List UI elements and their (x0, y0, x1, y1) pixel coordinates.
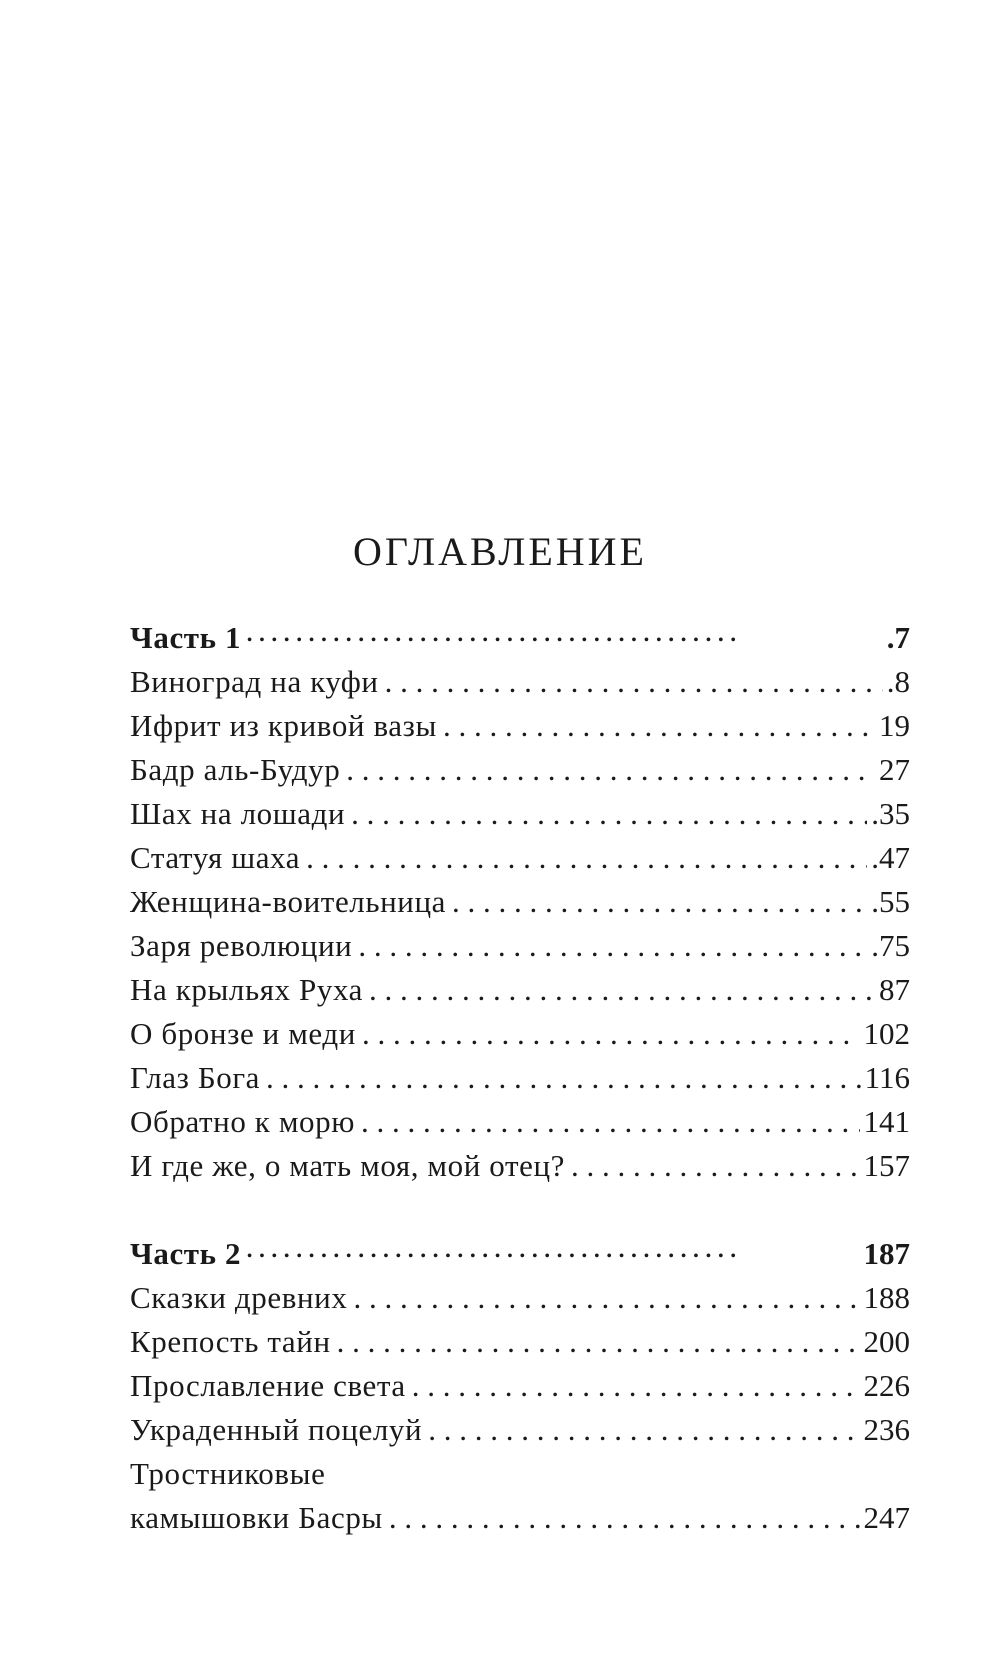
toc-page-number: 27 (879, 752, 910, 787)
toc-entry-label: Женщина-воительница (130, 884, 447, 919)
leader-dots (346, 748, 875, 792)
toc-page-number: 157 (863, 1148, 910, 1183)
toc-part-2[interactable] (130, 1232, 910, 1276)
toc-entry[interactable] (130, 748, 910, 792)
toc-entry[interactable] (130, 1056, 910, 1100)
leader-dots (247, 616, 883, 663)
toc-page-number: .75 (871, 928, 910, 963)
toc-page-number: 87 (879, 972, 910, 1007)
toc-entry-label: Украденный поцелуй (130, 1412, 423, 1447)
toc-part-label: Часть 1 (130, 620, 242, 655)
leader-dots (389, 1496, 860, 1540)
toc-entry-label: Заря революции (130, 928, 353, 963)
toc-entry[interactable] (130, 660, 910, 704)
toc-entry-label: На крыльях Руха (130, 972, 363, 1007)
leader-dots (351, 792, 867, 836)
toc-part-label: Часть 2 (130, 1236, 242, 1271)
toc-entry-label: И где же, о мать моя, мой отец? (130, 1148, 565, 1183)
toc-page-number: 19 (879, 708, 910, 743)
section-spacer (130, 1188, 910, 1232)
toc-part-1[interactable] (130, 616, 910, 660)
toc-page-number: .8 (886, 664, 910, 699)
toc-page-number: 116 (864, 1060, 910, 1095)
toc-entry-label: Шах на лошади (130, 796, 346, 831)
leader-dots (266, 1056, 861, 1100)
toc-entry-label: Крепость тайн (130, 1324, 331, 1359)
leader-dots (353, 1276, 859, 1320)
leader-dots (337, 1320, 860, 1364)
toc-title: ОГЛАВЛЕНИЕ (353, 529, 647, 574)
toc-entry-label: Тростниковые (130, 1456, 326, 1491)
leader-dots (361, 1100, 860, 1144)
toc-page-number: .35 (871, 796, 910, 831)
toc-entry-label: Ифрит из кривой вазы (130, 708, 437, 743)
toc-entry-label: Статуя шаха (130, 840, 301, 875)
toc-page-number: 141 (863, 1104, 910, 1139)
toc-entry[interactable] (130, 1012, 910, 1056)
toc-page-number: 247 (863, 1500, 910, 1535)
toc-entry-label: О бронзе и меди (130, 1016, 356, 1051)
toc-entry-label: Прославление света (130, 1368, 406, 1403)
leader-dots (369, 968, 875, 1012)
toc-entry[interactable] (130, 792, 910, 836)
leader-dots (452, 880, 867, 924)
table-of-contents (130, 616, 910, 1540)
leader-dots (412, 1364, 860, 1408)
toc-entry[interactable] (130, 1364, 910, 1408)
toc-entry-line1[interactable] (130, 1452, 910, 1496)
toc-entry[interactable] (130, 1320, 910, 1364)
leader-dots (247, 1232, 859, 1279)
toc-entry[interactable] (130, 1100, 910, 1144)
toc-page-number: .55 (871, 884, 910, 919)
toc-entry[interactable] (130, 836, 910, 880)
toc-entry-label: Глаз Бога (130, 1060, 260, 1095)
toc-page-number: 102 (863, 1016, 910, 1051)
toc-entry-label: камышовки Басры (130, 1500, 383, 1535)
toc-page-number: .7 (886, 620, 910, 655)
toc-entry-line2[interactable] (130, 1496, 910, 1540)
leader-dots (385, 660, 883, 704)
toc-entry-label: Бадр аль-Будур (130, 752, 341, 787)
toc-entry[interactable] (130, 924, 910, 968)
leader-dots (362, 1012, 860, 1056)
toc-page-number: 200 (863, 1324, 910, 1359)
toc-entry-label: Обратно к морю (130, 1104, 355, 1139)
toc-entry[interactable] (130, 880, 910, 924)
toc-entry[interactable] (130, 968, 910, 1012)
leader-dots (571, 1144, 860, 1188)
toc-page-number: 226 (863, 1368, 910, 1403)
leader-dots (443, 704, 875, 748)
toc-entry[interactable] (130, 1408, 910, 1452)
toc-entry-label: Сказки древних (130, 1280, 348, 1315)
toc-entry[interactable] (130, 704, 910, 748)
toc-page-number: .47 (871, 840, 910, 875)
leader-dots (306, 836, 867, 880)
toc-entry-label: Виноград на куфи (130, 664, 379, 699)
toc-entry[interactable] (130, 1276, 910, 1320)
leader-dots (428, 1408, 859, 1452)
toc-page-number: 187 (863, 1236, 910, 1271)
toc-page-number: 188 (863, 1280, 910, 1315)
toc-entry[interactable] (130, 1144, 910, 1188)
leader-dots (358, 924, 867, 968)
toc-page-number: 236 (863, 1412, 910, 1447)
